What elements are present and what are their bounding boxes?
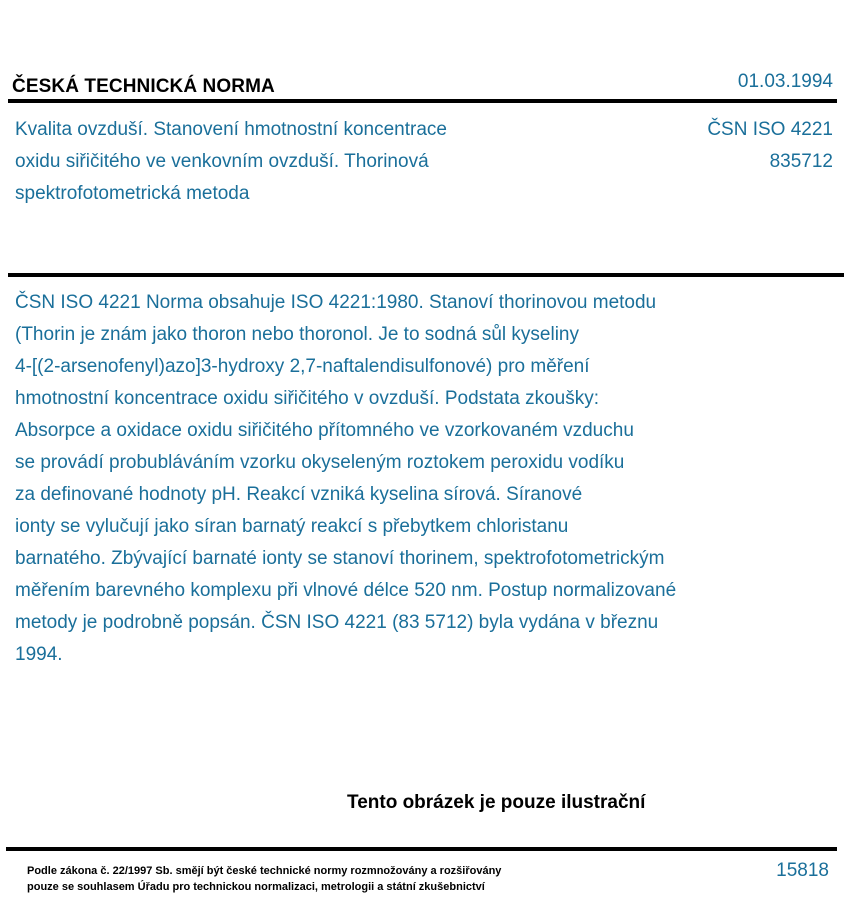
footer-divider [6, 847, 837, 851]
abstract-line: ČSN ISO 4221 Norma obsahuje ISO 4221:1980. Stanoví thorinovou metodu [15, 292, 657, 313]
legal-notice-line: Podle zákona č. 22/1997 Sb. smějí být české technické normy rozmnožovány a rozšiřovány [27, 865, 502, 877]
abstract-line: za definované hodnoty pH. Reakcí vzniká kyselina sírová. Síranové [15, 484, 583, 505]
abstract-line: hmotnostní koncentrace oxidu siřičitého v ovzduší. Podstata zkoušky: [15, 388, 600, 409]
abstract-line: Absorpce a oxidace oxidu siřičitého přítomného ve vzorkovaném vzduchu [15, 420, 634, 441]
standard-codes [707, 114, 833, 178]
document-title: ČESKÁ TECHNICKÁ NORMA [12, 76, 275, 97]
abstract-line: 1994. [15, 644, 63, 665]
legal-notice [27, 863, 501, 895]
illustration-disclaimer: Tento obrázek je pouze ilustrační [347, 792, 646, 813]
abstract-line: metody je podrobně popsán. ČSN ISO 4221 (83 5712) byla vydána v březnu [15, 612, 659, 633]
subject-line: oxidu siřičitého ve venkovním ovzduší. Thorinová [15, 151, 429, 172]
subject-line: spektrofotometrická metoda [15, 183, 250, 204]
abstract-text [15, 287, 815, 671]
document-number: 15818 [776, 860, 829, 881]
subject-line: Kvalita ovzduší. Stanovení hmotnostní koncentrace [15, 119, 447, 140]
issue-date: 01.03.1994 [737, 71, 833, 92]
classification-code: 835712 [769, 151, 833, 172]
standard-subject [15, 114, 535, 210]
legal-notice-line: pouze se souhlasem Úřadu pro technickou normalizaci, metrologii a státní zkušebnictví [27, 881, 485, 893]
section-divider [8, 273, 844, 277]
standard-number: ČSN ISO 4221 [707, 119, 833, 140]
abstract-line: barnatého. Zbývající barnaté ionty se stanoví thorinem, spektrofotometrickým [15, 548, 665, 569]
abstract-line: (Thorin je znám jako thoron nebo thoronol. Je to sodná sůl kyseliny [15, 324, 579, 345]
abstract-line: se provádí probubláváním vzorku okyseleným roztokem peroxidu vodíku [15, 452, 625, 473]
abstract-line: 4-[(2-arsenofenyl)azo]3-hydroxy 2,7-naftalendisulfonové) pro měření [15, 356, 590, 377]
header-divider [8, 99, 837, 103]
abstract-line: měřením barevného komplexu při vlnové délce 520 nm. Postup normalizované [15, 580, 677, 601]
abstract-line: ionty se vylučují jako síran barnatý reakcí s přebytkem chloristanu [15, 516, 569, 537]
